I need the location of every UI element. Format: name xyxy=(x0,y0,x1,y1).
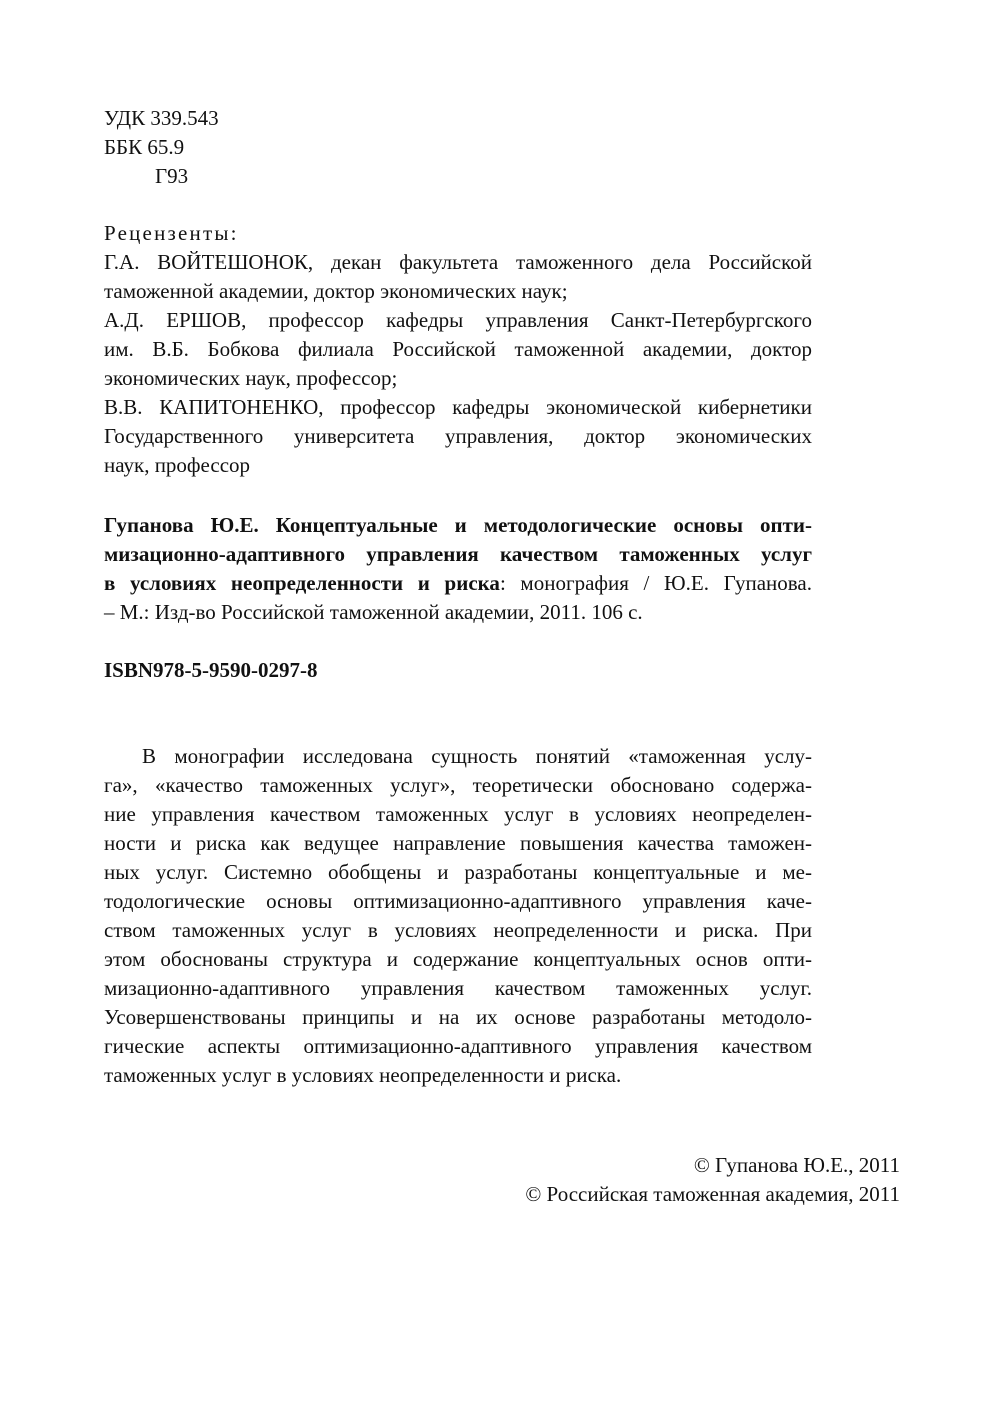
reviewers-heading: Рецензенты: xyxy=(104,221,239,245)
page-content xyxy=(104,104,812,1090)
citation-title-line: Гупанова Ю.Е. Концептуальные и методологические основы опти- xyxy=(104,513,812,537)
citation-imprint: – М.: Изд-во Российской таможенной академии, 2011. 106 с. xyxy=(104,600,643,624)
abstract-line: мизационно-адаптивного управления качеством таможенных услуг. xyxy=(104,976,812,1000)
copyright-publisher: © Российская таможенная академия, 2011 xyxy=(525,1182,900,1206)
abstract-line: ных услуг. Системно обобщены и разработаны концептуальные и ме- xyxy=(104,860,812,884)
reviewer-line: наук, профессор xyxy=(104,453,251,477)
author-mark: Г93 xyxy=(155,164,189,188)
abstract-line: В монографии исследована сущность понятий «таможенная услу- xyxy=(142,744,812,768)
abstract-line: тодологические основы оптимизационно-адаптивного управления каче- xyxy=(104,889,812,913)
reviewer-line: Г.А. ВОЙТЕШОНОК, декан факультета таможенного дела Российской xyxy=(104,250,812,274)
reviewer-line: А.Д. ЕРШОВ, профессор кафедры управления Санкт-Петербургского xyxy=(104,308,812,332)
copyright-author: © Гупанова Ю.Е., 2011 xyxy=(693,1153,900,1177)
bbk-code: ББК 65.9 xyxy=(104,135,185,159)
abstract-line: га», «качество таможенных услуг», теоретически обосновано содержа- xyxy=(104,773,812,797)
citation-title-line: мизационно-адаптивного управления качеством таможенных услуг xyxy=(104,542,812,566)
abstract xyxy=(104,742,812,1090)
citation-publication-type: : монография / Ю.Е. Гупанова. xyxy=(499,571,812,595)
reviewer-line: им. В.Б. Бобкова филиала Российской таможенной академии, доктор xyxy=(104,337,812,361)
citation-title-line xyxy=(104,569,812,598)
copyright-block xyxy=(525,1151,900,1209)
abstract-line: ние управления качеством таможенных услуг в условиях неопределен- xyxy=(104,802,812,826)
abstract-line: таможенных услуг в условиях неопределенности и риска. xyxy=(104,1063,622,1087)
abstract-line: ством таможенных услуг в условиях неопределенности и риска. При xyxy=(104,918,812,942)
reviewer-line: Государственного университета управления, доктор экономических xyxy=(104,424,812,448)
reviewer-line: В.В. КАПИТОНЕНКО, профессор кафедры экономической кибернетики xyxy=(104,395,812,419)
classification-block xyxy=(104,104,812,191)
reviewer-line: экономических наук, профессор; xyxy=(104,366,398,390)
citation-title-end: в условиях неопределенности и риска xyxy=(104,571,500,595)
isbn: ISBN978-5-9590-0297-8 xyxy=(104,658,318,682)
udk-code: УДК 339.543 xyxy=(104,106,219,130)
reviewer-line: таможенной академии, доктор экономических наук; xyxy=(104,279,568,303)
abstract-line: Усовершенствованы принципы и на их основе разработаны методоло- xyxy=(104,1005,812,1029)
abstract-line: гические аспекты оптимизационно-адаптивного управления качеством xyxy=(104,1034,812,1058)
abstract-line: этом обоснованы структура и содержание концептуальных основ опти- xyxy=(104,947,812,971)
bibliographic-citation xyxy=(104,511,812,627)
abstract-line: ности и риска как ведущее направление повышения качества таможен- xyxy=(104,831,812,855)
reviewers-list xyxy=(104,248,812,480)
